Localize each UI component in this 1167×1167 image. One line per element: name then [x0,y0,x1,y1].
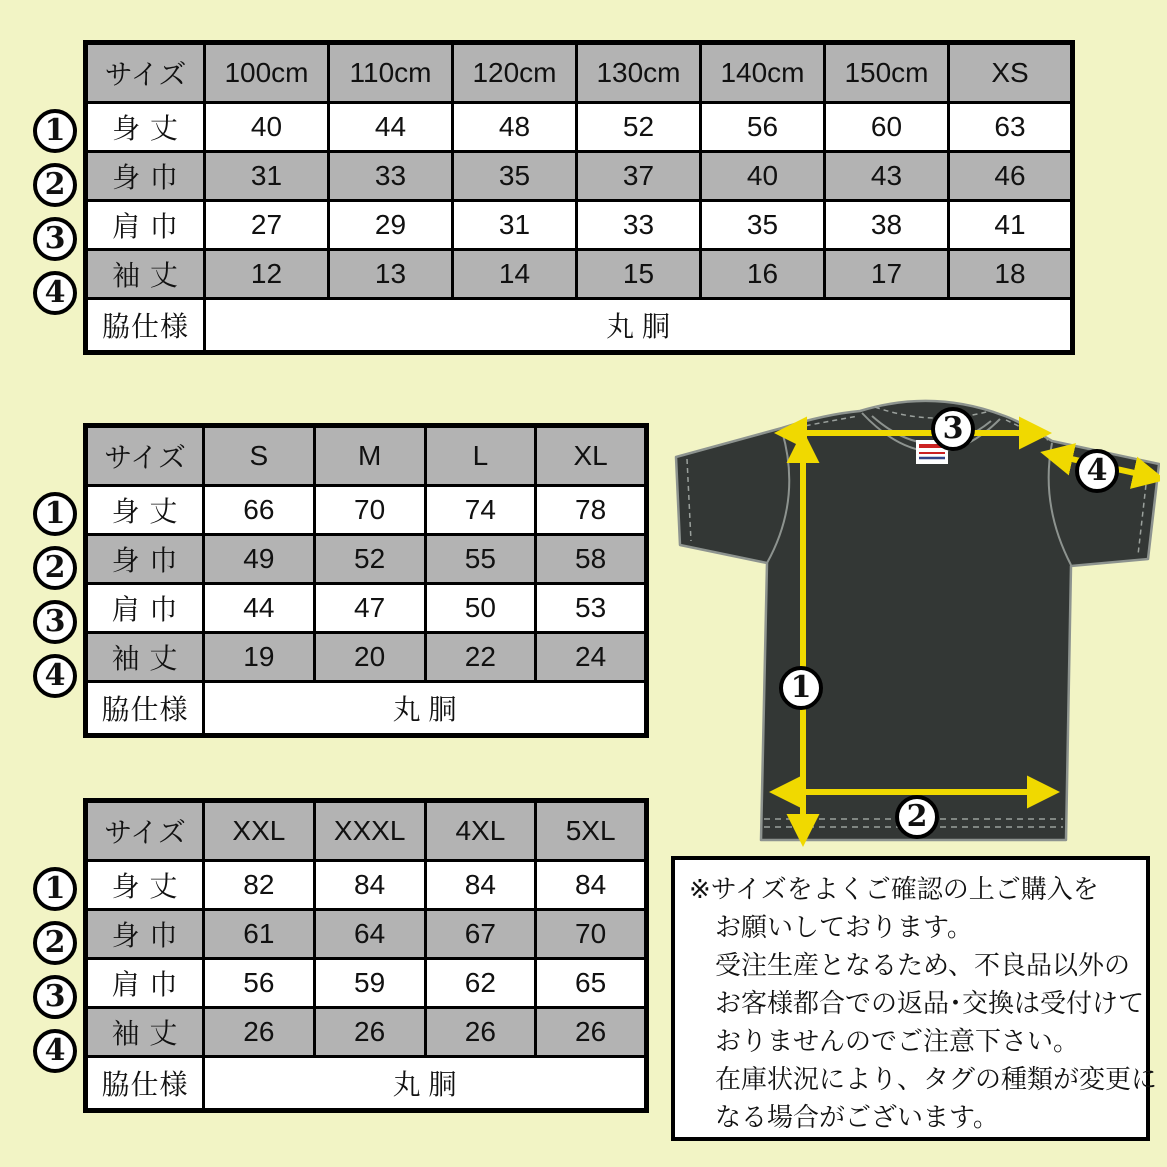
diagram-marker-2: 2 [895,795,939,839]
size-label-header: サイズ [86,801,204,861]
side-spec-label: 脇仕様 [86,682,204,736]
size-header: XS [949,43,1073,103]
measure-value: 50 [425,584,536,633]
measure-row-label: 肩 巾 [86,959,204,1008]
measure-value: 37 [577,152,701,201]
measure-row [86,103,1073,152]
measure-value: 26 [204,1008,315,1057]
note-line: なる場合がございます。 [715,1102,999,1132]
size-table-large-grid [83,798,649,1113]
measure-value: 15 [577,250,701,299]
measure-row [86,861,647,910]
measure-value: 56 [701,103,825,152]
measure-value: 14 [453,250,577,299]
measure-value: 63 [949,103,1073,152]
row-marker-3: 3 [33,975,77,1019]
size-header: 140cm [701,43,825,103]
measure-row-label: 身 巾 [86,535,204,584]
side-spec-label: 脇仕様 [86,1057,204,1111]
diagram-marker-4: 4 [1075,449,1119,493]
size-header: 130cm [577,43,701,103]
size-header: 110cm [329,43,453,103]
note-line: おりませんのでご注意下さい。 [715,1026,1080,1056]
measure-row [86,959,647,1008]
row-marker-4: 4 [33,271,77,315]
measure-row [86,910,647,959]
measure-value: 49 [204,535,315,584]
size-header: 100cm [205,43,329,103]
side-spec-value: 丸 胴 [204,1057,647,1111]
size-header: 5XL [536,801,647,861]
size-header: XXXL [314,801,425,861]
measure-value: 78 [536,486,647,535]
row-marker-3: 3 [33,600,77,644]
size-table-grid [83,423,649,738]
measure-row-label: 肩 巾 [86,201,205,250]
measure-row [86,535,647,584]
measure-value: 84 [314,861,425,910]
measure-row [86,152,1073,201]
measure-value: 55 [425,535,536,584]
measure-value: 62 [425,959,536,1008]
row-marker-4: 4 [33,654,77,698]
measure-value: 59 [314,959,425,1008]
measure-row [86,250,1073,299]
measure-value: 33 [577,201,701,250]
measure-row-label: 袖 丈 [86,1008,204,1057]
row-marker-3: 3 [33,217,77,261]
measure-value: 18 [949,250,1073,299]
side-spec-label: 脇仕様 [86,299,205,353]
measure-value: 84 [536,861,647,910]
measure-value: 22 [425,633,536,682]
row-marker-2: 2 [33,546,77,590]
size-table-kids-grid [83,40,1075,355]
measure-value: 35 [701,201,825,250]
row-marker-2: 2 [33,921,77,965]
measure-value: 47 [314,584,425,633]
measure-row [86,633,647,682]
note-line: ※サイズをよくご確認の上ご購入を [689,874,1099,904]
measure-row-label: 身 丈 [86,486,204,535]
size-table-grid [83,40,1075,355]
size-label-header: サイズ [86,43,205,103]
size-header: 150cm [825,43,949,103]
size-label-header: サイズ [86,426,204,486]
measure-value: 26 [314,1008,425,1057]
measure-value: 24 [536,633,647,682]
size-table-kids [33,40,1075,355]
measure-value: 70 [314,486,425,535]
measure-value: 20 [314,633,425,682]
size-header: 120cm [453,43,577,103]
measure-value: 13 [329,250,453,299]
side-spec-row [86,682,647,736]
measure-value: 35 [453,152,577,201]
measure-value: 19 [204,633,315,682]
measure-row [86,486,647,535]
measure-row-label: 身 巾 [86,152,205,201]
measure-value: 52 [577,103,701,152]
size-table-grid [83,798,649,1113]
measure-value: 44 [204,584,315,633]
measure-value: 82 [204,861,315,910]
size-table-large [33,798,649,1113]
measure-value: 48 [453,103,577,152]
size-header: L [425,426,536,486]
measure-row-label: 身 巾 [86,910,204,959]
measure-value: 40 [205,103,329,152]
diagram-marker-3: 3 [931,407,975,451]
measure-value: 43 [825,152,949,201]
size-table-adult [33,423,649,738]
measure-value: 52 [314,535,425,584]
measure-row [86,1008,647,1057]
note-line: お願いしております。 [715,912,973,942]
measure-value: 40 [701,152,825,201]
measure-row [86,584,647,633]
measure-value: 65 [536,959,647,1008]
measure-value: 74 [425,486,536,535]
measure-value: 46 [949,152,1073,201]
measure-value: 12 [205,250,329,299]
measure-value: 31 [205,152,329,201]
row-marker-column [33,798,83,1113]
row-marker-column [33,40,83,355]
measure-value: 53 [536,584,647,633]
measure-value: 17 [825,250,949,299]
measure-value: 27 [205,201,329,250]
size-header: 4XL [425,801,536,861]
measure-value: 33 [329,152,453,201]
size-header: XL [536,426,647,486]
diagram-marker-1: 1 [779,666,823,710]
size-header: M [314,426,425,486]
measure-value: 26 [536,1008,647,1057]
side-spec-row [86,1057,647,1111]
measure-row-label: 身 丈 [86,103,205,152]
measure-value: 16 [701,250,825,299]
measure-row-label: 身 丈 [86,861,204,910]
note-line: 受注生産となるため、不良品以外の [715,950,1130,980]
measure-row-label: 袖 丈 [86,250,205,299]
row-marker-column [33,423,83,738]
measure-value: 60 [825,103,949,152]
measure-value: 31 [453,201,577,250]
measure-value: 38 [825,201,949,250]
measure-value: 64 [314,910,425,959]
row-marker-1: 1 [33,109,77,153]
measure-value: 67 [425,910,536,959]
size-header: XXL [204,801,315,861]
measure-row-label: 肩 巾 [86,584,204,633]
measure-value: 61 [204,910,315,959]
row-marker-4: 4 [33,1029,77,1073]
row-marker-1: 1 [33,867,77,911]
measure-value: 70 [536,910,647,959]
row-marker-2: 2 [33,163,77,207]
size-table-adult-grid [83,423,649,738]
measure-value: 29 [329,201,453,250]
side-spec-value: 丸 胴 [205,299,1073,353]
measure-value: 44 [329,103,453,152]
side-spec-row [86,299,1073,353]
measure-value: 41 [949,201,1073,250]
purchase-note-box [671,856,1158,1141]
note-line: お客様都合での返品･交換は受付けて [715,988,1145,1018]
measure-row-label: 袖 丈 [86,633,204,682]
measure-value: 84 [425,861,536,910]
measure-value: 58 [536,535,647,584]
measure-row [86,201,1073,250]
measure-value: 26 [425,1008,536,1057]
side-spec-value: 丸 胴 [204,682,647,736]
measure-value: 56 [204,959,315,1008]
row-marker-1: 1 [33,492,77,536]
measure-value: 66 [204,486,315,535]
size-header: S [204,426,315,486]
note-line: 在庫状況により、タグの種類が変更に [715,1064,1158,1094]
